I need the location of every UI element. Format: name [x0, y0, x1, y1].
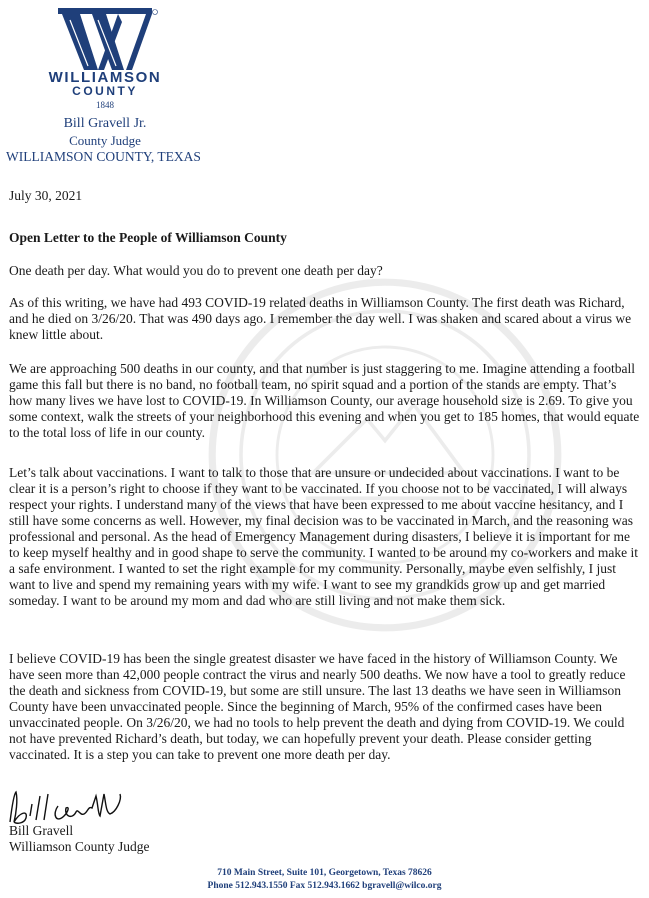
closing-name: Bill Gravell — [9, 823, 74, 838]
paragraph-2: As of this writing, we have had 493 COVID-19 related deaths in Williamson County. The first death was Richard, and he died on 3/26/20. That was 490 days ago. I remember the day well. I was shaken and scared about a virus we knew little about. — [9, 295, 632, 342]
closing-title: Williamson County Judge — [9, 839, 150, 854]
header-county: WILLIAMSON COUNTY, TEXAS — [6, 149, 201, 164]
paragraph-3: We are approaching 500 deaths in our county, and that number is just staggering to me. Imagine attending a football game this fall but there is no band, no football team, no spirit squad and a portion of the stands are empty. That’s how many lives we have lost to COVID-19. In Williamson County, our average household size is 2.69. To give you some context, walk the streets of your neighborhood this evening and when you get to 185 homes, that would equate to the total loss of life in our county. — [9, 361, 640, 440]
header-title: County Judge — [69, 133, 141, 148]
brand-year: 1848 — [96, 100, 114, 110]
footer-contact: Phone 512.943.1550 Fax 512.943.1662 bgravell@wilco.org — [207, 881, 442, 891]
paragraph-1: One death per day. What would you do to prevent one death per day? — [9, 263, 383, 278]
footer-address: 710 Main Street, Suite 101, Georgetown, Texas 78626 — [217, 868, 432, 878]
paragraph-4: Let’s talk about vaccinations. I want to talk to those that are unsure or undecided about vaccinations. I want to be clear it is a person’s right to choose if they want to be vaccinated. If you choose not to be vaccinated, I will always respect your rights. I understand many of the views that have been expressed to me about vaccine hesitancy, and I still have some concerns as well. However, my final decision was to be vaccinated in March, and the reasoning was professional and personal. As the head of Emergency Management during disasters, I believe it is important for me to keep myself healthy and in good shape to serve the community. I wanted to be around my co-workers and make it a safe environment. I wanted to set the right example for my community. Personally, maybe even selfishly, I just want to live and spend my remaining years with my wife. I want to see my grandkids grow up and get married someday. I want to be around my mom and dad who are still living and not make them sick. — [9, 465, 638, 608]
brand-name: WILLIAMSON — [48, 69, 162, 86]
brand-county: COUNTY — [72, 84, 138, 98]
letter-date: July 30, 2021 — [9, 188, 83, 203]
paragraph-5: I believe COVID-19 has been the single greatest disaster we have faced in the history of Williamson County. We have seen more than 42,000 people contract the virus and nearly 500 deaths. We now have a tool to greatly reduce the death and sickness from COVID-19, but some are still unsure. The last 13 deaths we have seen in Williamson County have been unvaccinated people. Since the beginning of March, 95% of the confirmed cases have been unvaccinated people. On 3/26/20, we had no tools to help prevent the death and dying from COVID-19. We could not have prevented Richard’s death, but today, we can hopefully prevent your death. Please consider getting vaccinated. It is a step you can take to prevent one more death per day. — [9, 651, 626, 762]
header-name: Bill Gravell Jr. — [63, 116, 147, 131]
letter-title: Open Letter to the People of Williamson County — [9, 230, 287, 245]
